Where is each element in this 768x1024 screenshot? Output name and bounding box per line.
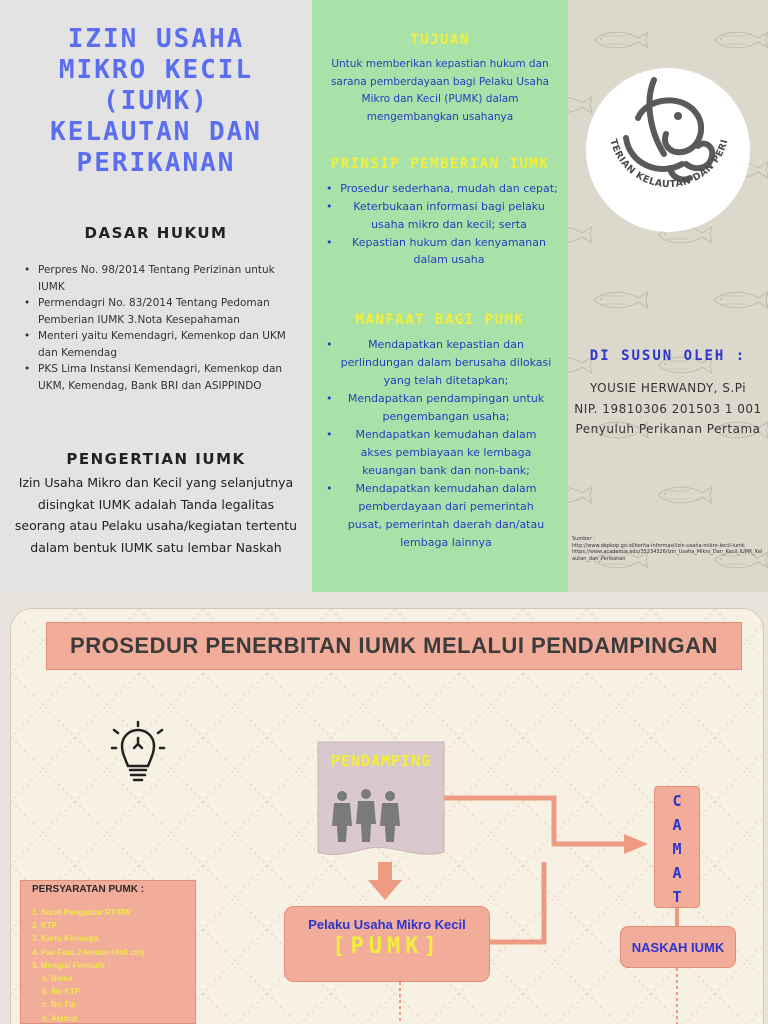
- list-item: • PKS Lima Instansi Kemendagri, Kemenkop dan UKM, Kemendag, Bank BRI dan ASIPPINDO: [24, 361, 286, 394]
- lightbulb-icon: [112, 722, 164, 780]
- camat-box: [654, 786, 700, 908]
- people-icon: [332, 789, 400, 842]
- list-subitem: d. Alamat: [42, 1013, 78, 1023]
- flow-title: PROSEDUR PENERBITAN IUMK MELALUI PENDAMPINGAN: [46, 622, 742, 670]
- list-item: • Keterbukaan informasi bagi pelaku usaha mikro dan kecil; serta: [326, 198, 558, 233]
- pumk-title: Pelaku Usaha Mikro Kecil: [308, 917, 466, 932]
- tujuan-text: Untuk memberikan kepastian hukum dan sarana pemberdayaan bagi Pelaku Usaha Mikro dan Kecil (PUMK) dalam mengembangkan usahanya: [330, 58, 550, 123]
- persyaratan-list: [32, 906, 192, 1024]
- camat-letter: A: [672, 864, 682, 882]
- camat-letter: C: [672, 792, 682, 810]
- list-item: 4. Pas Foto 2 lembar (4x6 cm): [32, 947, 145, 957]
- list-item: • Permendagri No. 83/2014 Tentang Pedoman Pemberian IUMK 3.Nota Kesepahaman: [24, 295, 286, 328]
- pengertian-heading: PENGERTIAN IUMK: [66, 450, 246, 468]
- list-item: • Mendapatkan kepastian dan perlindungan dalam berusaha dilokasi yang telah ditetapkan;: [326, 336, 552, 390]
- list-item: • Menteri yaitu Kemendagri, Kemenkop dan UKM dan Kemendag: [24, 328, 286, 361]
- author-name: YOUSIE HERWANDY, S.Pi: [589, 381, 747, 395]
- tujuan-heading: TUJUAN: [410, 32, 470, 48]
- pumk-abbr: [PUMK]: [332, 934, 442, 959]
- camat-letter: M: [672, 840, 682, 858]
- title-line: IZIN USAHA: [67, 24, 245, 54]
- title-line: PERIKANAN: [76, 148, 236, 178]
- author-position: Penyuluh Perikanan Pertama: [575, 422, 761, 436]
- arrow-right: [624, 834, 648, 854]
- author-nip: NIP. 19810306 201503 1 001: [574, 401, 762, 416]
- pendamping-to-camat-line: [444, 798, 628, 844]
- list-item: 5. Mengisi Formulir :: [32, 960, 111, 970]
- list-item: • Mendapatkan kemudahan dalam akses pembiayaan ke lembaga keuangan bank dan non-bank;: [326, 426, 552, 480]
- list-item: • Kepastian hukum dan kenyamanan dalam usaha: [326, 234, 558, 269]
- list-item: • Prosedur sederhana, mudah dan cepat;: [326, 180, 558, 198]
- list-item: • Mendapatkan kemudahan dalam pemberdayaan dari pemerintah pusat, pemerintah daerah dan/atau lembaga lainnya: [326, 480, 552, 552]
- title-line: KELAUTAN DAN: [50, 117, 262, 147]
- arrow-down: [368, 862, 402, 900]
- list-subitem: c. No Tlp: [42, 1000, 76, 1010]
- pengertian-text: Izin Usaha Mikro dan Kecil yang selanjutnya disingkat IUMK adalah Tanda legalitas seorang atau Pelaku usaha/kegiatan tertentu dalam bentuk IUMK satu lembar Naskah: [14, 475, 298, 555]
- title-line: MIKRO KECIL: [58, 55, 254, 85]
- list-item: 2. KTP: [32, 921, 57, 931]
- list-subitem: a. Nama: [42, 974, 73, 984]
- prinsip-heading: PRINSIP PEMBERIAN IUMK: [330, 156, 550, 172]
- pendamping-label: PENDAMPING: [330, 752, 432, 770]
- persyaratan-heading: PERSYARATAN PUMK :: [32, 884, 145, 895]
- pumk-to-camat-line: [490, 862, 544, 942]
- list-subitem: b. No KTP: [42, 987, 81, 997]
- manfaat-heading: MANFAAT BAGI PUMK: [355, 312, 525, 328]
- list-item: 1. Surat Pengantar RT/RW: [32, 908, 131, 917]
- sumber-link[interactable]: http://www.depkop.go.id/berita-informasi/izin-usaha-mikro-kecil-iumk: [572, 542, 745, 549]
- list-item: • Perpres No. 98/2014 Tentang Perizinan untuk IUMK: [24, 262, 286, 295]
- pumk-box: [284, 906, 490, 982]
- camat-letter: A: [672, 816, 682, 834]
- dasar-hukum-heading: DASAR HUKUM: [84, 224, 228, 242]
- sumber-link[interactable]: https://www.academia.edu/35234326/Izin_Usaha_Mikro_Dan_Kecil_IUMK_Kelautan_dan_Perikanan: [572, 549, 763, 562]
- sumber-label: Sumber :: [572, 536, 595, 542]
- title-line: (IUMK): [103, 86, 209, 116]
- author-heading: DI SUSUN OLEH :: [589, 348, 747, 364]
- naskah-iumk-box: NASKAH IUMK: [620, 926, 736, 968]
- list-item: 3. Kartu Keluarga: [32, 934, 99, 944]
- list-item: • Mendapatkan pendampingan untuk pengembangan usaha;: [326, 390, 552, 426]
- camat-letter: T: [672, 888, 682, 906]
- logo-text: TERIAN KELAUTAN DAN PERI: [607, 137, 731, 191]
